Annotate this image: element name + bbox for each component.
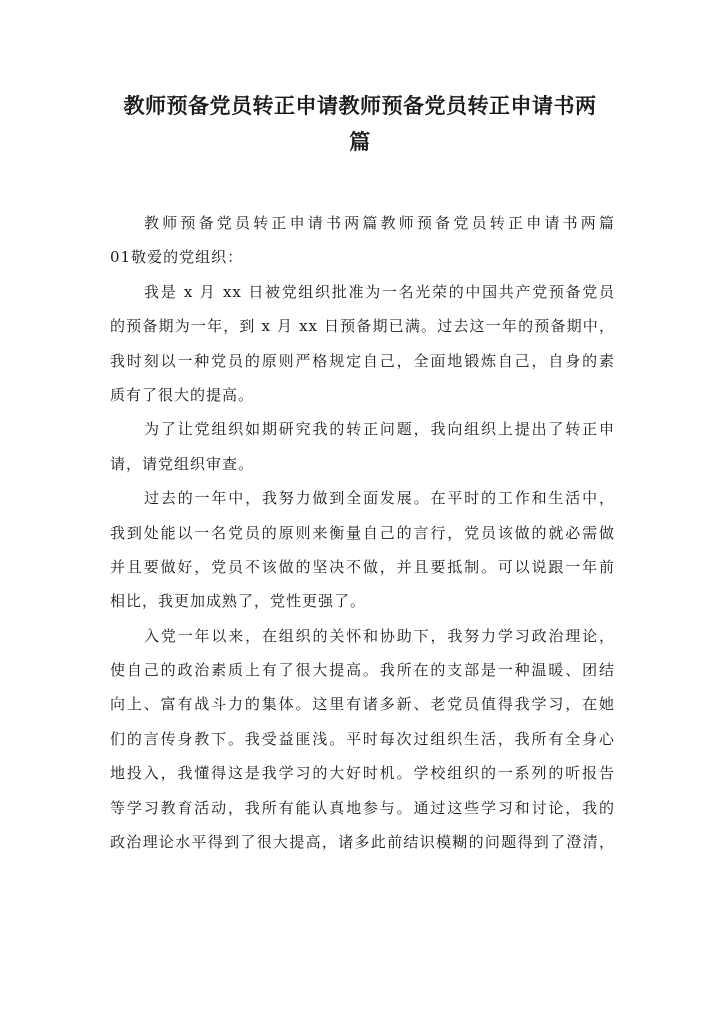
paragraph-line: 01敬爱的党组织： [110,248,244,267]
paragraph-line: 为了让党组织如期研究我的转正问题，我向组织上提出了转正申 [144,420,615,439]
paragraph-line: 等学习教育活动，我所有能认真地参与。通过这些学习和讨论，我的 [110,798,615,817]
document-body [110,206,615,859]
paragraph-line: 并且要做好，党员不该做的坚决不做，并且要抵制。可以说跟一年前 [110,557,615,576]
paragraph-line: 过去的一年中，我努力做到全面发展。在平时的工作和生活中， [144,489,615,508]
paragraph-line: 的预备期为一年，到 x 月 xx 日预备期已满。过去这一年的预备期中， [110,317,615,336]
paragraph-line: 地投入，我懂得这是我学习的大好时机。学校组织的一系列的听报告 [110,764,615,783]
paragraph-line: 相比，我更加成熟了，党性更强了。 [110,592,367,611]
paragraph-line: 政治理论水平得到了很大提高，诸多此前结识模糊的问题得到了澄清， [110,833,615,852]
paragraph-line: 请，请党组织审查。 [110,454,255,473]
paragraph-line: 向上、富有战斗力的集体。这里有诸多新、老党员值得我学习，在她 [110,695,615,714]
paragraph-line: 我到处能以一名党员的原则来衡量自己的言行，党员该做的就必需做 [110,523,615,542]
document-title [110,88,610,160]
paragraph-line: 我是 x 月 xx 日被党组织批准为一名光荣的中国共产党预备党员 [144,282,615,301]
paragraph-line: 们的言传身教下。我受益匪浅。平时每次过组织生活，我所有全身心 [110,729,615,748]
paragraph-line: 入党一年以来，在组织的关怀和协助下，我努力学习政治理论， [144,626,615,645]
title-line-1: 教师预备党员转正申请教师预备党员转正申请书两 [123,93,597,118]
title-line-2: 篇 [349,129,371,154]
paragraph-line: 我时刻以一种党员的原则严格规定自己，全面地锻炼自己，自身的素 [110,351,615,370]
paragraph-line: 教师预备党员转正申请书两篇教师预备党员转正申请书两篇 [144,214,615,232]
paragraph-line: 使自己的政治素质上有了很大提高。我所在的支部是一种温暖、团结 [110,661,615,680]
paragraph-line: 质有了很大的提高。 [110,385,255,404]
